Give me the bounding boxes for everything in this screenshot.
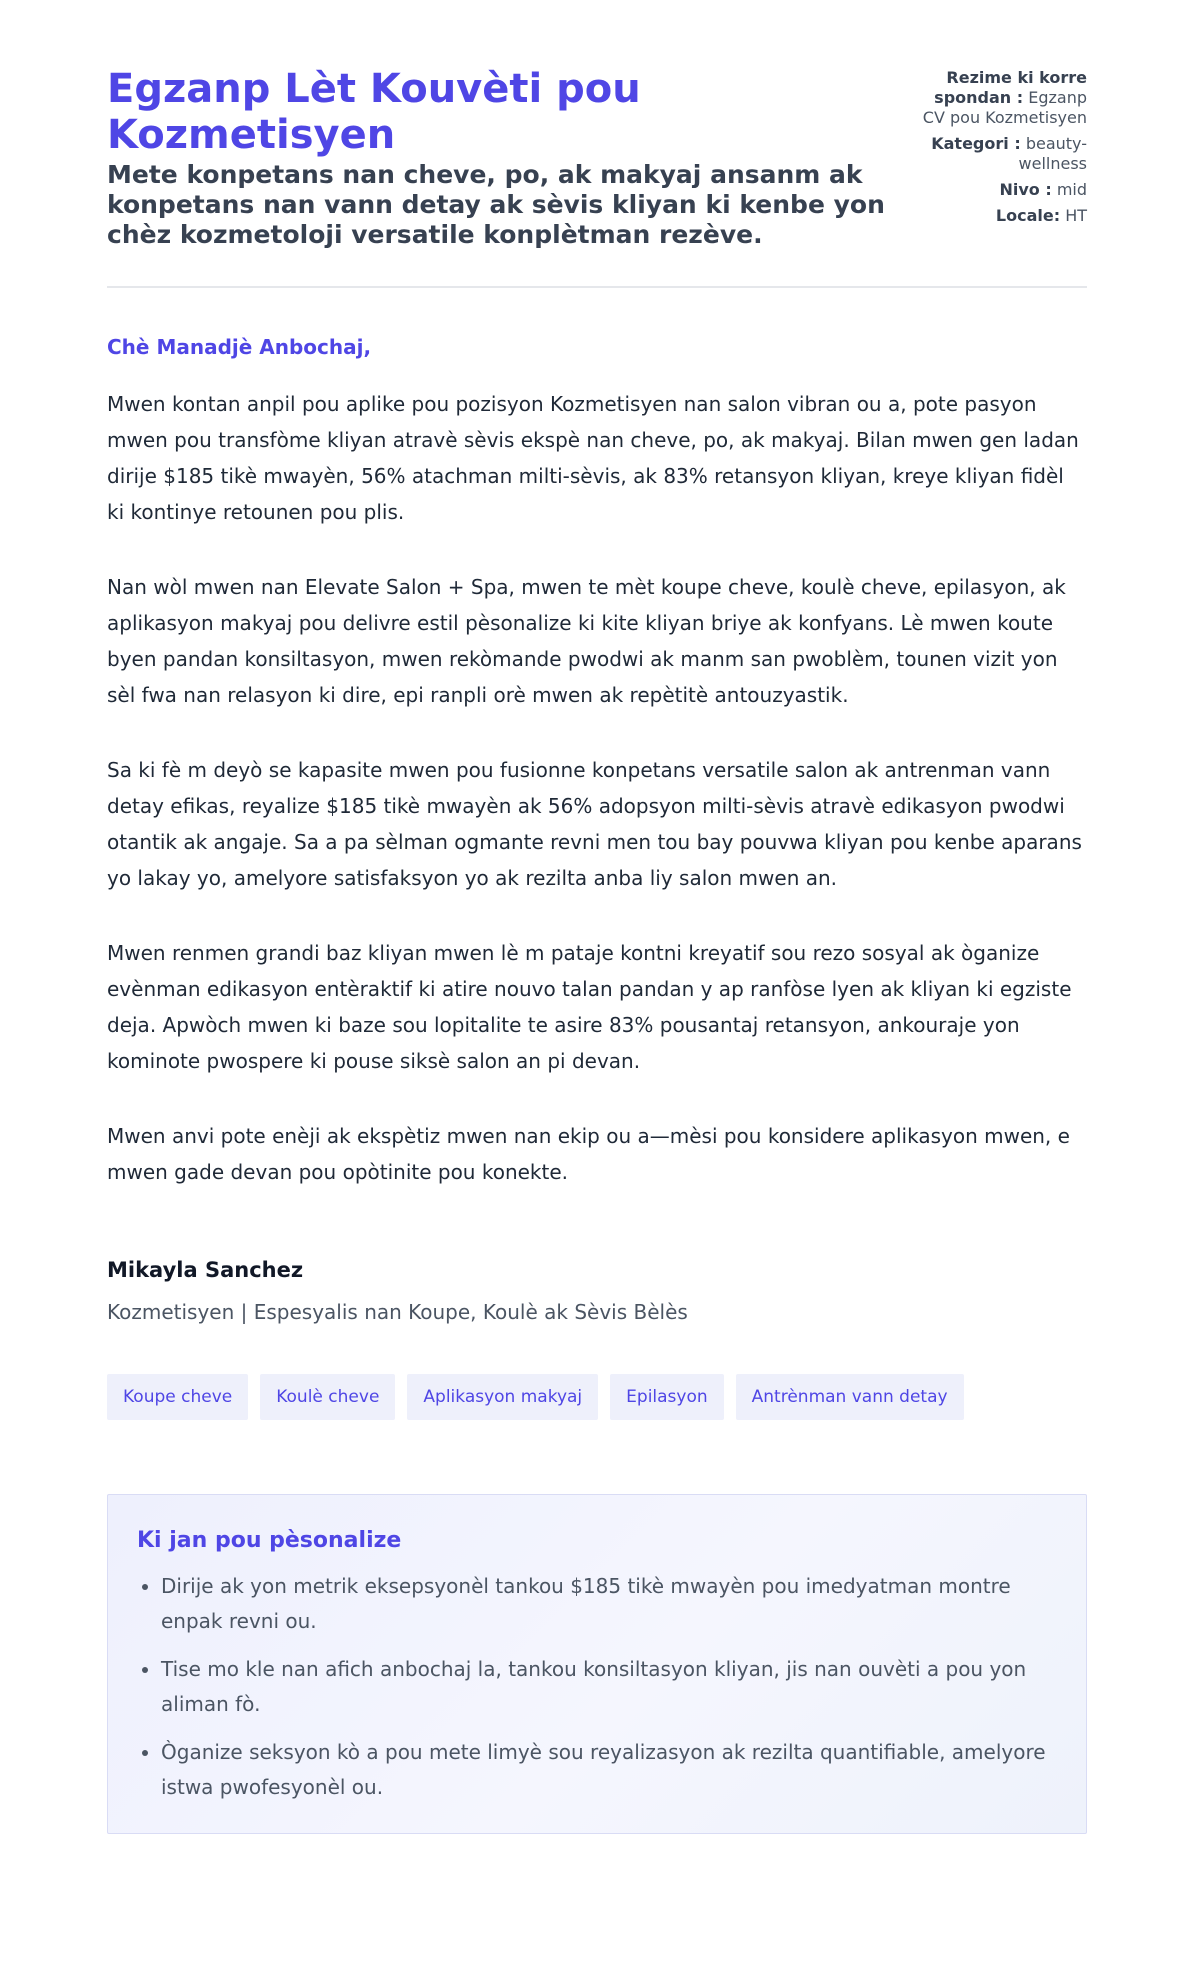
letter-paragraph: Mwen kontan anpil pou aplike pou pozisyon Kozmetisyen nan salon vibran ou a, pote pasyon mwen pou transfòme kliyan atravè sèvis ekspè nan cheve, po, ak makyaj. Bilan mwen gen ladan dirije $185 tikè mwayèn, 56% atachman milti-sèvis, ak 83% retansyon kliyan, kreye kliyan fidèl ki kontinye retounen pou plis. <box>107 392 1079 524</box>
meta-key: Nivo : <box>999 180 1052 199</box>
tips-title: Ki jan pou pèsonalize <box>137 1528 402 1553</box>
skill-tag: Koulè cheve <box>260 1374 395 1420</box>
header <box>107 66 1087 250</box>
skill-tag: Aplikasyon makyaj <box>407 1374 598 1420</box>
letter-paragraph: Mwen anvi pote enèji ak ekspètiz mwen nan ekip ou a—mèsi pou konsidere aplikasyon mwen, e mwen gade devan pou opòtinite pou konekte. <box>107 1124 1070 1184</box>
header-title-block <box>107 66 887 250</box>
meta-value: Egzanp CV pou Kozmetisyen <box>922 88 1087 127</box>
header-divider <box>107 286 1087 288</box>
meta-item-resume <box>915 68 1087 128</box>
letter-salutation: Chè Manadjè Anbochaj, <box>107 335 372 359</box>
skill-tag: Epilasyon <box>610 1374 724 1420</box>
customization-tips-box <box>107 1494 1087 1834</box>
meta-key: Kategori : <box>931 134 1021 153</box>
meta-key: Rezime ki korre spondan : <box>934 68 1087 107</box>
tips-list-item: • Dirije ak yon metrik eksepsyonèl tankou $185 tikè mwayèn pou imedyatman montre enpak revni ou. <box>161 1569 1058 1639</box>
meta-item-category <box>915 134 1087 174</box>
letter-body <box>107 386 1087 1190</box>
page-title: Egzanp Lèt Kouvèti pou Kozmetisyen <box>107 66 641 158</box>
tips-list-item: • Òganize seksyon kò a pou mete limyè sou reyalizasyon ak rezilta quantifiable, amelyore istwa pwofesyonèl ou. <box>161 1735 1058 1805</box>
page-subtitle: Mete konpetans nan cheve, po, ak makyaj ansanm ak konpetans nan vann detay ak sèvis kliyan ki kenbe yon chèz kozmetoloji versatile konplètman rezève. <box>107 160 885 249</box>
letter-paragraph: Mwen renmen grandi baz kliyan mwen lè m pataje kontni kreyatif sou rezo sosyal ak òganize evènman edikasyon entèraktif ki atire nouvo talan pandan y ap ranfòse lyen ak kliyan ki egziste deja. Apwòch mwen ki baze sou lopitalite te asire 83% pousantaj retansyon, ankouraje yon kominote pwospere ki pouse siksè salon an pi devan. <box>107 941 1072 1073</box>
meta-item-level <box>915 180 1087 200</box>
skill-tag: Koupe cheve <box>107 1374 248 1420</box>
skill-tags <box>107 1374 1087 1420</box>
skill-tag: Antrènman vann detay <box>736 1374 964 1420</box>
cover-letter-page <box>107 66 1087 1834</box>
meta-value: beauty-wellness <box>1018 134 1087 173</box>
signature-title: Kozmetisyen | Espesyalis nan Koupe, Koulè ak Sèvis Bèlès <box>107 1300 688 1324</box>
meta-panel <box>915 66 1087 232</box>
tips-list <box>137 1569 1058 1805</box>
meta-key: Locale: <box>995 206 1061 225</box>
tips-list-item: • Tise mo kle nan afich anbochaj la, tankou konsiltasyon kliyan, jis nan ouvèti a pou yon aliman fò. <box>161 1652 1058 1722</box>
letter-paragraph: Nan wòl mwen nan Elevate Salon + Spa, mwen te mèt koupe cheve, koulè cheve, epilasyon, ak aplikasyon makyaj pou delivre estil pèsonalize ki kite kliyan briye ak konfyans. Lè mwen koute byen pandan konsiltasyon, mwen rekòmande pwodwi ak manm san pwoblèm, tounen vizit yon sèl fwa nan relasyon ki dire, epi ranpli orè mwen ak repètitè antouzyastik. <box>107 575 1066 707</box>
meta-item-locale <box>915 206 1087 226</box>
signature-name: Mikayla Sanchez <box>107 1258 304 1282</box>
letter-paragraph: Sa ki fè m deyò se kapasite mwen pou fusionne konpetans versatile salon ak antrenman vann detay efikas, reyalize $185 tikè mwayèn ak 56% adopsyon milti-sèvis atravè edikasyon pwodwi otantik ak angaje. Sa a pa sèlman ogmante revni men tou bay pouvwa kliyan pou kenbe aparans yo lakay yo, amelyore satisfaksyon yo ak rezilta anba liy salon mwen an. <box>107 758 1082 890</box>
meta-value: HT <box>1065 206 1087 225</box>
meta-value: mid <box>1056 180 1087 199</box>
